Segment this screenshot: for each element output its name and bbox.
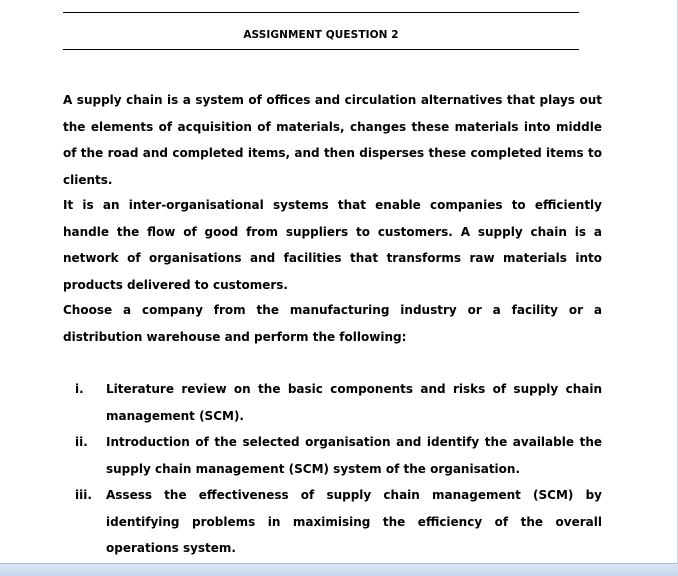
- task-text: Literature review on the basic components and risks of supply chain management (SCM).: [106, 382, 602, 423]
- page-title: ASSIGNMENT QUESTION 2: [243, 29, 399, 41]
- window-status-bar: [0, 563, 678, 576]
- task-number: ii.: [75, 435, 88, 449]
- paragraph-supply-chain-definition: A supply chain is a system of offices and circulation alternatives that plays out the elements of acquisition of materials, changes these materials into middle of the road and completed items, and then disperses these completed items to clients.: [63, 93, 602, 187]
- task-text: Assess the effectiveness of supply chain management (SCM) by identifying problems in maximising the efficiency of the overall operations system.: [106, 488, 602, 555]
- title-bottom-rule: [63, 49, 579, 50]
- task-item: [63, 429, 602, 482]
- task-list: [63, 376, 602, 576]
- task-item: [63, 376, 602, 429]
- task-number: iii.: [75, 488, 92, 502]
- task-number: i.: [75, 382, 84, 396]
- task-item: [63, 482, 602, 562]
- task-text: Introduction of the selected organisation and identify the available the supply chain management (SCM) system of the organisation.: [106, 435, 602, 476]
- paragraph-instructions: Choose a company from the manufacturing industry or a facility or a distribution warehouse and perform the following:: [63, 303, 602, 344]
- title-top-rule: [63, 12, 579, 13]
- paragraph-inter-organisational: It is an inter-organisational systems that enable companies to efficiently handle the flow of good from suppliers to customers. A supply chain is a network of organisations and facilities that transforms raw materials into products delivered to customers.: [63, 198, 602, 292]
